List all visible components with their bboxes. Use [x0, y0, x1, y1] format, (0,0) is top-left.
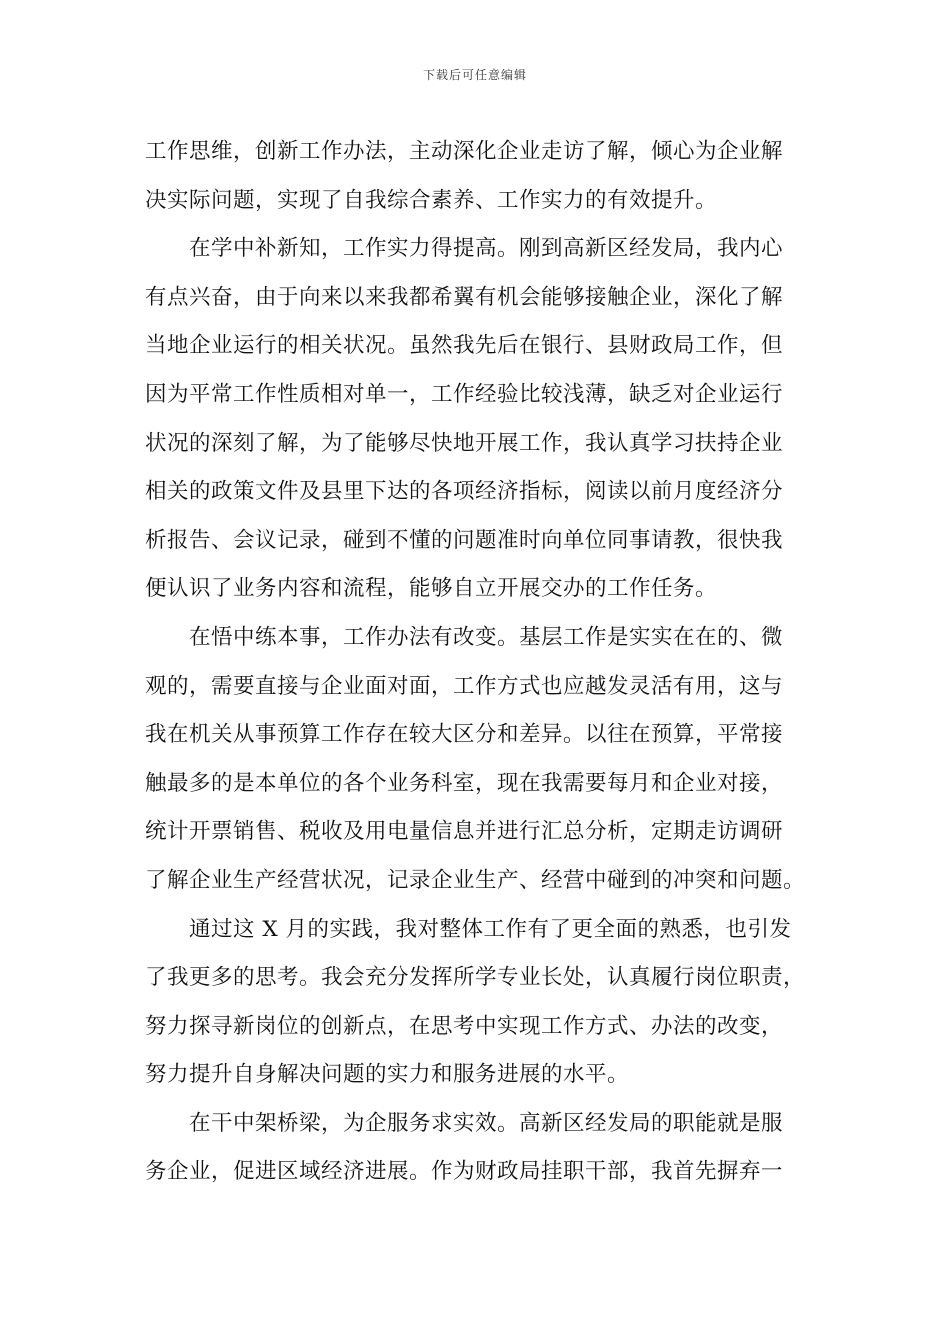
text-line: 便认识了业务内容和流程，能够自立开展交办的工作任务。	[145, 576, 718, 602]
text-line: 在悟中练本事，工作办法有改变。基层工作是实实在在的、微	[189, 624, 784, 650]
text-line: 决实际问题，实现了自我综合素养、工作实力的有效提升。	[145, 187, 718, 213]
text-line: 在干中架桥梁，为企服务求实效。高新区经发局的职能就是服	[189, 1110, 784, 1136]
text-line: 统计开票销售、税收及用电量信息并进行汇总分析，定期走访调研	[145, 819, 784, 845]
document-body	[145, 128, 825, 1197]
text-line: 因为平常工作性质相对单一，工作经验比较浅薄，缺乏对企业运行	[145, 381, 784, 407]
text-line: 努力探寻新岗位的创新点，在思考中实现工作方式、办法的改变，	[145, 1013, 784, 1039]
text-line: 努力提升自身解决问题的实力和服务进展的水平。	[145, 1062, 630, 1088]
page-header: 下载后可任意编辑	[422, 68, 527, 82]
text-line: 工作思维，创新工作办法，主动深化企业走访了解，倾心为企业解	[145, 139, 784, 164]
text-line: 有点兴奋，由于向来以来我都希翼有机会能够接触企业，深化了解	[145, 284, 784, 310]
text-line: 析报告、会议记录，碰到不懂的问题准时向单位同事请教，很快我	[145, 527, 784, 553]
text-line: 在学中补新知，工作实力得提高。刚到高新区经发局，我内心	[189, 236, 784, 262]
text-line: 务企业，促进区域经济进展。作为财政局挂职干部，我首先摒弃一	[145, 1159, 784, 1185]
text-line: 触最多的是本单位的各个业务科室，现在我需要每月和企业对接，	[145, 770, 784, 796]
text-line: 相关的政策文件及县里下达的各项经济指标，阅读以前月度经济分	[145, 479, 784, 505]
text-line: 观的，需要直接与企业面对面，工作方式也应越发灵活有用，这与	[145, 673, 784, 699]
text-line: 我在机关从事预算工作存在较大区分和差异。以往在预算，平常接	[145, 722, 784, 748]
text-line: 了我更多的思考。我会充分发挥所学专业长处，认真履行岗位职责，	[145, 965, 806, 991]
text-line: 了解企业生产经营状况，记录企业生产、经营中碰到的冲突和问题。	[145, 867, 806, 893]
text-line: 状况的深刻了解，为了能够尽快地开展工作，我认真学习扶持企业	[145, 430, 784, 456]
text-line: 通过这 X 月的实践，我对整体工作有了更全面的熟悉，也引发	[189, 916, 792, 942]
text-line: 当地企业运行的相关状况。虽然我先后在银行、县财政局工作，但	[145, 333, 784, 359]
